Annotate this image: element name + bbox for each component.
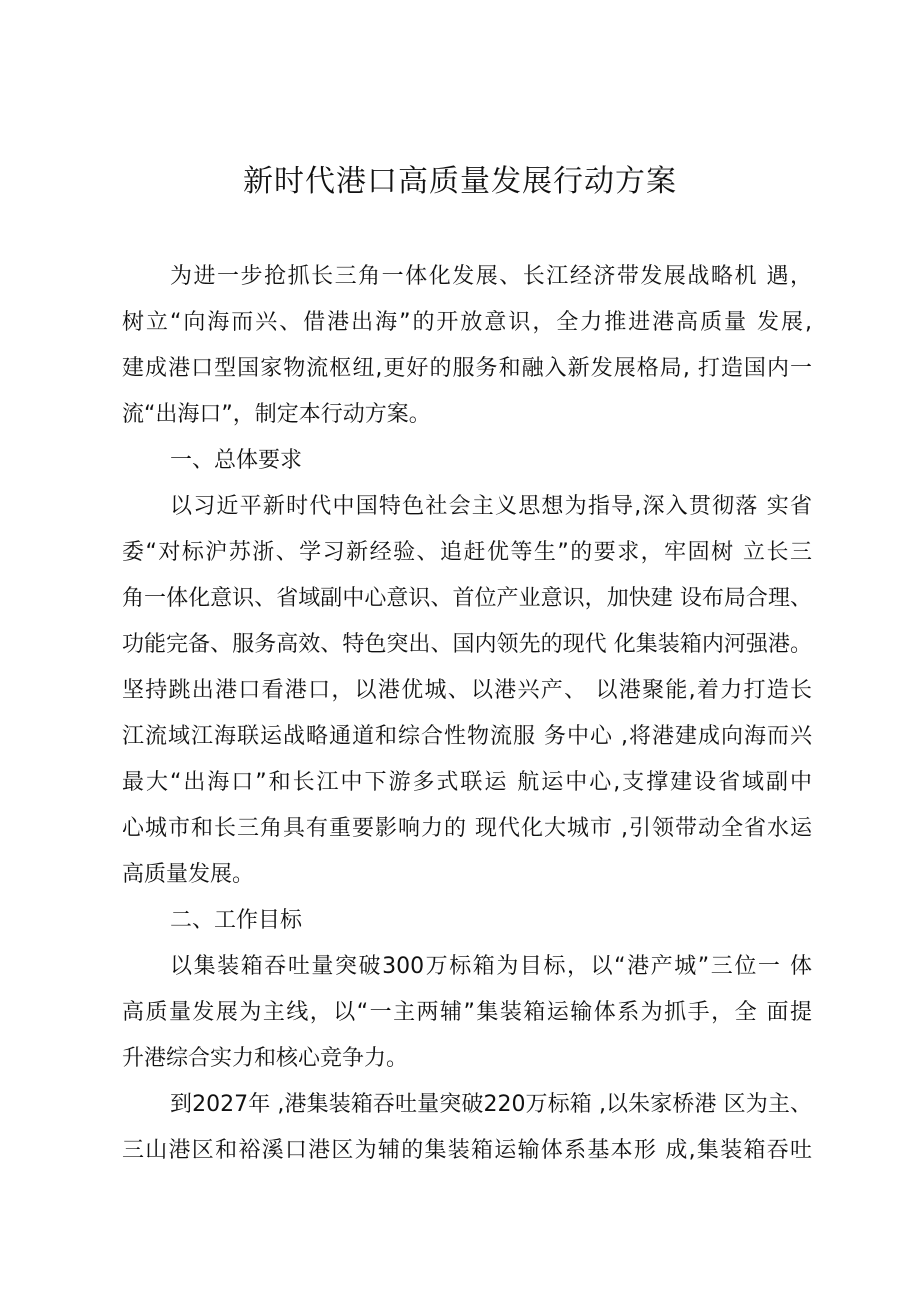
document-title: 新时代港口高质量发展行动方案 (243, 164, 677, 199)
paragraph-line: 建成港口型国家物流枢纽,更好的服务和融入新发展格局, 打造国内一 (122, 356, 812, 381)
paragraph-line: 以集装箱吞吐量突破300万标箱为目标，以“港产城”三位一 体 (170, 954, 812, 979)
paragraph-line: 坚持跳出港口看港口，以港优城、以港兴产、 以港聚能,着力打造长 (122, 678, 812, 703)
paragraph-line: 最大“出海口”和长江中下游多式联运 航运中心,支撑建设省域副中 (122, 770, 812, 795)
paragraph-line: 升港综合实力和核心竞争力。 (122, 1046, 409, 1071)
section-heading: 二、工作目标 (170, 908, 303, 933)
paragraph-line: 角一体化意识、省域副中心意识、首位产业意识，加快建 设布局合理、 (122, 586, 812, 611)
paragraph-line: 三山港区和裕溪口港区为辅的集装箱运输体系基本形 成,集装箱吞吐 (122, 1138, 812, 1163)
paragraph-line: 功能完备、服务高效、特色突出、国内领先的现代 化集装箱内河强港。 (122, 632, 812, 657)
paragraph-line: 江流域江海联运战略通道和综合性物流服 务中心 ,将港建成向海而兴 (122, 724, 812, 749)
paragraph-line: 心城市和长三角具有重要影响力的 现代化大城市 ,引领带动全省水运 (122, 816, 812, 841)
paragraph-line: 为进一步抢抓长三角一体化发展、长江经济带发展战略机 遇， (170, 264, 812, 289)
paragraph-line: 到2027年 ,港集装箱吞吐量突破220万标箱 ,以朱家桥港 区为主、 (170, 1092, 812, 1117)
paragraph-line: 树立“向海而兴、借港出海”的开放意识，全力推进港高质量 发展, (122, 310, 812, 335)
section-heading: 一、总体要求 (170, 448, 303, 473)
paragraph-line: 委“对标沪苏浙、学习新经验、追赶优等生”的要求，牢固树 立长三 (122, 540, 812, 565)
paragraph-line: 高质量发展。 (122, 862, 255, 887)
paragraph-line: 以习近平新时代中国特色社会主义思想为指导,深入贯彻落 实省 (170, 494, 812, 519)
paragraph-line: 高质量发展为主线，以“一主两辅”集装箱运输体系为抓手，全 面提 (122, 1000, 812, 1025)
paragraph-line: 流“出海口”，制定本行动方案。 (122, 402, 431, 427)
